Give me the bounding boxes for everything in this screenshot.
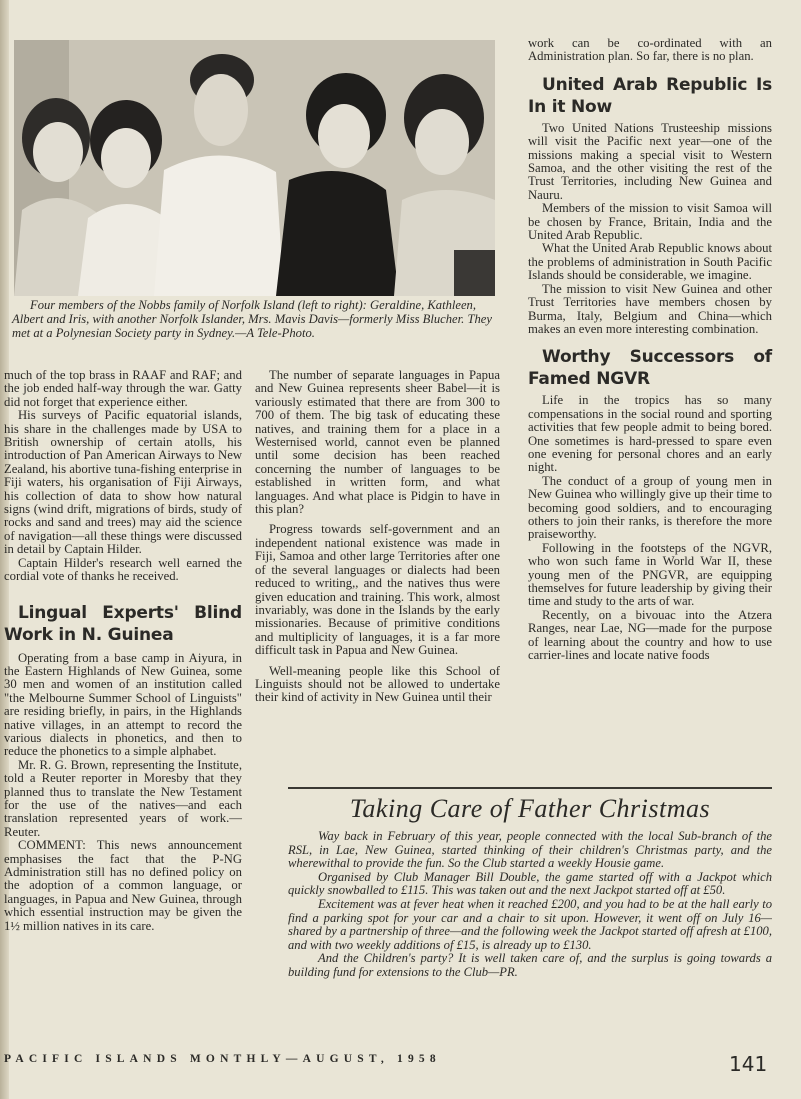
box-paragraph: Excitement was at fever heat when it reached £200, and you had to be at the hall early to find a parking spot for your car and a chair to sit upon. However, it went off on July 16—shared by a partnership of three—and the following week the Jackpot started off afresh at £100, and with two weekly additions of £15, is already up to £130. [288,896,772,952]
paragraph: Life in the tropics has so many compensations in the social round and sporting activities that few people admit to being bored. One sometimes is hard-pressed to spare even one evening for personal chores and an early night. [528,393,772,475]
column-1 [4,369,242,933]
paragraph: The conduct of a group of young men in New Guinea who willingly give up their time to becoming good soldiers, and to encouraging others to join their ranks, is therefore the more praiseworthy. [528,473,772,542]
box-title: Taking Care of Father Christmas [349,794,711,823]
heading-worthy-successors: Worthy Successors of Famed NGVR [528,347,772,390]
heading-united-arab-republic: United Arab Republic Is In it Now [528,74,772,117]
caption-text: Four members of the Nobbs family of Norfolk Island (left to right): Geraldine, Kathleen, Albert and Iris, with another Norfolk Islander, Mrs. Mavis Davis—formerly Miss Blucher. They met at a Polynesian Society party in Sydney.—A Tele-Photo. [12,298,492,341]
column-3 [528,37,772,662]
family-photo [14,40,495,296]
paragraph: Operating from a base camp in Aiyura, in the Eastern Highlands of New Guinea, some 30 men and women of an institution called "the Melbourne Summer School of Linguists" are residing briefly, in pairs, in the Highlands native villages, in an attempt to record the various dialects in phonetics, and then to reduce the phonetics to a simple alphabet. [4,650,242,759]
paragraph: His surveys of Pacific equatorial islands, his share in the challenges made by USA to British ownership of certain atolls, his introduction of Pan American Airways to New Zealand, his abortive tuna-fishing enterprise in Fiji waters, his organisation of Fiji Airways, his collection of data to show how natural signs (wind drift, migrations of birds, study of rocks and sand and trees) may aid the science of navigation—all these things were discussed in detail by Captain Hilder. [4,408,242,557]
heading-lingual-experts: Lingual Experts' Blind Work in N. Guinea [4,602,242,645]
paragraph: work can be co-ordinated with an Administration plan. So far, there is no plan. [528,36,772,64]
column-2 [255,369,500,705]
paragraph: COMMENT: This news announcement emphasises the fact that the P-NG Administration still has no defined policy on the adoption of a common language, or languages, in Papua and New Guinea, through which essential instruction may be given the 1½ million natives in its care. [4,838,242,933]
running-footer: PACIFIC ISLANDS MONTHLY—AUGUST, 1958 [4,1053,441,1065]
paragraph: The mission to visit New Guinea and other Trust Territories have members chosen by Burma, Italy, Belgium and China—which makes an even more interesting combination. [528,281,772,336]
paragraph: Two United Nations Trusteeship missions will visit the Pacific next year—one of the missions making a special visit to Western Samoa, and the other visiting the rest of the Trust Territories, including New Guinea and Nauru. [528,120,772,202]
photo-caption [12,298,497,341]
christmas-box [288,790,772,1040]
box-paragraph: Way back in February of this year, people connected with the local Sub-branch of the RSL, in Lae, New Guinea, started thinking of their children's Christmas party, and the wherewithal to provide the fun. So the Club started a weekly Housie game. [288,829,772,871]
box-top-rule [288,787,772,789]
paragraph: Well-meaning people like this School of Linguists should not be allowed to undertake their kind of activity in New Guinea until their [255,663,500,705]
paragraph: Captain Hilder's research well earned the cordial vote of thanks he received. [4,555,242,584]
paragraph: Progress towards self-government and an independent national existence was made in Fiji, Samoa and other large Territories after one of the several languages or dialects had been reduced to writing,, and the natives thus were given education and training. This work, almost invariably, was done in the Islands by the early missionaries. Because of primitive conditions and multiplicity of languages, it is a far more difficult task in Papua and New Guinea. [255,522,500,658]
box-paragraph: And the Children's party? It is well taken care of, and the surplus is going towards a building fund for extensions to the Club—PR. [288,951,772,979]
paragraph: Members of the mission to visit Samoa will be chosen by France, Britain, India and the United Arab Republic. [528,201,772,243]
box-paragraph: Organised by Club Manager Bill Double, the game started off with a Jackpot which quickly snowballed to £115. This was taken out and the next Jackpot started off at £50. [288,869,772,898]
paragraph: The number of separate languages in Papua and New Guinea represents sheer Babel—it is variously estimated that there are from 300 to 700 of them. The big task of educating these natives, and training them for a place in a Westernised world, cannot even be planned until some decision has been reached concerning the number of languages to be established in written form, and what languages. And what place is Pidgin to have in this plan? [255,368,500,517]
paragraph: Recently, on a bivouac into the Atzera Ranges, near Lae, NG—made for the purpose of learning about the country and how to use carrier-lines and locate native foods [528,607,772,663]
paragraph: Mr. R. G. Brown, representing the Institute, told a Reuter reporter in Moresby that they planned thus to translate the New Testament for the use of the natives—and each translation represented years of work.—Reuter. [4,757,242,839]
paragraph: much of the top brass in RAAF and RAF; and the job ended half-way through the war. Gatty did not forget that experience either. [4,368,242,409]
paragraph: What the United Arab Republic knows about the problems of administration in South Pacific Islands should be considerable, we imagine. [528,241,772,283]
paragraph: Following in the footsteps of the NGVR, who won such fame in World War II, these young men of the PNGVR, are equipping themselves for future leadership by giving their time and study to the arts of war. [528,540,772,609]
page-number: 141 [729,1052,768,1076]
